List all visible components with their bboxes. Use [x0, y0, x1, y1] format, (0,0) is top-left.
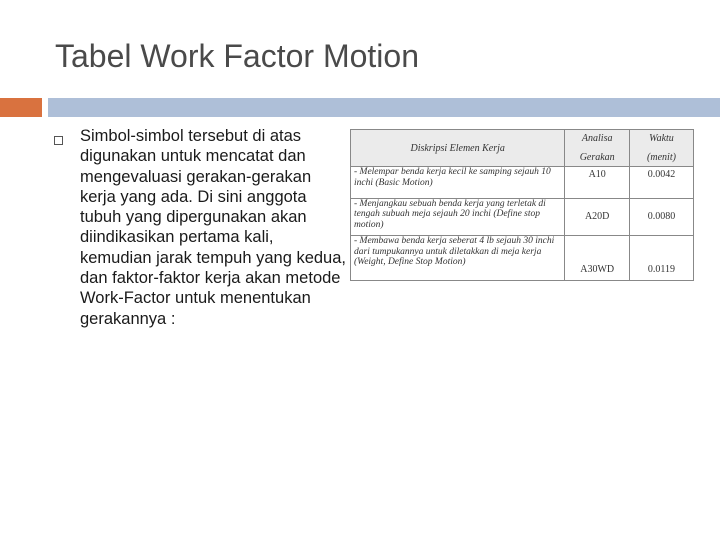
table-row — [351, 198, 694, 236]
row-description: - Melempar benda kerja kecil ke samping sejauh 10 inchi (Basic Motion) — [351, 167, 565, 199]
row-analysis-code: A10 — [565, 167, 630, 199]
bullet-square-icon — [54, 136, 63, 145]
table-row — [351, 236, 694, 281]
title-divider-bar — [48, 98, 720, 117]
header-time-line2: (menit) — [647, 152, 676, 163]
row-time: 0.0042 — [629, 167, 693, 199]
header-time — [629, 130, 693, 167]
table-row — [351, 167, 694, 199]
row-time: 0.0080 — [629, 198, 693, 236]
header-time-line1: Waktu — [649, 133, 674, 144]
row-description: - Menjangkau sebuah benda kerja yang terletak di tengah subuah meja sejauh 20 inchi (Define stop motion) — [351, 198, 565, 236]
slide-title: Tabel Work Factor Motion — [55, 38, 419, 74]
table-header-row — [351, 130, 694, 167]
work-factor-table — [350, 129, 694, 281]
header-analysis-line2: Gerakan — [579, 152, 615, 163]
header-description: Diskripsi Elemen Kerja — [351, 130, 565, 167]
title-divider-accent — [0, 98, 42, 117]
row-analysis-code: A30WD — [565, 236, 630, 281]
header-analysis-line1: Analisa — [581, 133, 613, 144]
header-analysis — [565, 130, 630, 167]
row-analysis-code: A20D — [565, 198, 630, 236]
row-time: 0.0119 — [629, 236, 693, 281]
bullet-paragraph: Simbol-simbol tersebut di atas digunakan untuk mencatat dan mengevaluasi gerakan-gerakan kerja yang ada. Di sini anggota tubuh yang dipergunakan akan diindikasikan pertama kali, kemudian jarak tempuh yang kedua, dan faktor-faktor kerja akan metode Work-Factor untuk menentukan gerakannya : — [80, 127, 346, 328]
row-description: - Membawa benda kerja seberat 4 lb sejauh 30 inchi dari tumpukannya untuk diletakkan di meja kerja (Weight, Define Stop Motion) — [351, 236, 565, 281]
